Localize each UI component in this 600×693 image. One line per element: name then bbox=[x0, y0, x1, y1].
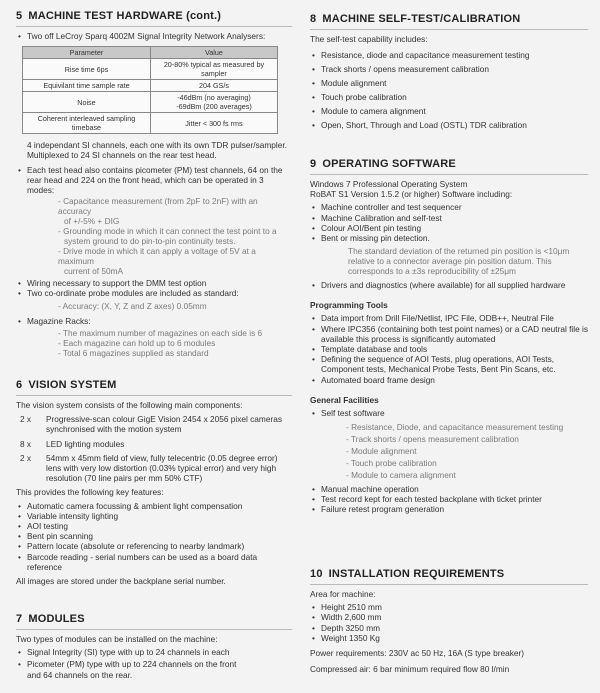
components-list bbox=[16, 414, 292, 483]
note-line: corresponds to a ±3s reproducibility of ±25μm bbox=[348, 266, 516, 277]
text-line: • Each test head also contains picometer (PM) test channels, 64 on the bbox=[27, 164, 283, 175]
sub-item: - Drive mode in which it can apply a voltage of 5V at a maximum bbox=[58, 246, 256, 267]
section-8-title bbox=[310, 13, 588, 25]
list-item: • Width 2,600 mm bbox=[310, 612, 588, 622]
table-cell: Noise bbox=[23, 92, 151, 113]
table-row bbox=[23, 113, 278, 134]
section-title-text: MACHINE TEST HARDWARE (cont.) bbox=[28, 10, 222, 22]
programming-tools-heading: Programming Tools bbox=[310, 300, 388, 311]
programming-tools-list bbox=[310, 313, 588, 384]
list-item: • Test record kept for each tested backplane with ticket printer bbox=[310, 494, 588, 504]
sub-item: - Track shorts / opens measurement calibration bbox=[346, 434, 519, 445]
pin-note bbox=[310, 246, 588, 276]
list-item: • Open, Short, Through and Load (OSTL) TDR calibration bbox=[310, 118, 588, 132]
dimensions-list bbox=[310, 602, 588, 643]
features-list bbox=[16, 501, 292, 572]
text-line: • Defining the sequence of AOI Tests, plug operations, AOI Tests, bbox=[321, 354, 555, 365]
table-cell: 204 GS/s bbox=[150, 80, 277, 92]
table-row bbox=[23, 59, 278, 80]
text-line: • Picometer (PM) type with up to 224 channels on the front bbox=[27, 659, 237, 670]
section-divider bbox=[310, 584, 588, 585]
section-divider bbox=[310, 174, 588, 175]
racks-list bbox=[16, 328, 292, 358]
list-item: • Magazine Racks: bbox=[16, 316, 292, 326]
text-line: 54mm x 45mm field of view, fully telecentric (0.05 degree error) bbox=[46, 452, 278, 463]
list-item: • Self test software bbox=[310, 408, 588, 418]
section-title-text: MACHINE SELF-TEST/CALIBRATION bbox=[322, 13, 521, 25]
list-item: • Barcode reading - serial numbers can be used as a board data reference bbox=[16, 552, 292, 572]
general-facilities-list-2 bbox=[310, 484, 588, 515]
section-number: 8 bbox=[310, 13, 317, 25]
section-6-title bbox=[16, 379, 292, 391]
sub-item: - Capacitance measurement (from 2pF to 2nF) with an accuracy bbox=[58, 196, 258, 217]
sub-item: of +/-5% + DIG bbox=[64, 216, 120, 227]
list-item: • Drivers and diagnostics (where available) for all supplied hardware bbox=[310, 280, 588, 290]
cell-line: -69dBm (200 averages) bbox=[176, 102, 252, 112]
sub-item: - Accuracy: (X, Y, Z and Z axes) 0.05mm bbox=[58, 300, 207, 311]
list-item: • Variable intensity lighting bbox=[16, 511, 292, 521]
note-line: The standard deviation of the returned pin position is <10μm bbox=[348, 246, 570, 257]
component-row bbox=[16, 453, 292, 484]
section-divider bbox=[16, 26, 292, 27]
section-10 bbox=[310, 568, 588, 674]
text-line: 4 independant SI channels, each one with its own TDR pulser/sampler. bbox=[27, 140, 287, 151]
list-item: • Touch probe calibration bbox=[310, 90, 588, 104]
list-item: • Machine controller and test sequencer bbox=[310, 202, 588, 212]
list-item bbox=[310, 354, 588, 374]
air-text: Compressed air: 6 bar minimum required flow 80 l/min bbox=[310, 664, 510, 675]
cell-line: -46dBm (no averaging) bbox=[177, 93, 251, 103]
general-facilities-heading: General Facilities bbox=[310, 394, 379, 405]
list-item: • Two co-ordinate probe modules are included as standard: bbox=[16, 288, 292, 298]
section-7 bbox=[16, 613, 292, 680]
self-test-subs bbox=[310, 421, 588, 481]
table-cell bbox=[150, 92, 277, 113]
section-8 bbox=[310, 13, 588, 132]
section-divider bbox=[16, 629, 292, 630]
section-number: 9 bbox=[310, 158, 317, 170]
component-row bbox=[16, 439, 292, 449]
list-item bbox=[310, 375, 588, 385]
quantity: 8 x bbox=[20, 438, 32, 449]
list-item: • Resistance, diode and capacitance measurement testing bbox=[310, 48, 588, 62]
column-header: Parameter bbox=[23, 47, 151, 59]
section-number: 10 bbox=[310, 568, 323, 580]
section-number: 7 bbox=[16, 613, 23, 625]
list-item: • Track shorts / opens measurement calibration bbox=[310, 62, 588, 76]
list-item: • Failure retest program generation bbox=[310, 504, 588, 514]
software-list bbox=[310, 202, 588, 243]
list-item bbox=[16, 165, 292, 196]
intro-line: Windows 7 Professional Operating System bbox=[310, 179, 468, 189]
intro-line: RoBAT S1 Version 1.5.2 (or higher) Software including: bbox=[310, 189, 513, 200]
list-item: • Automatic camera focussing & ambient light compensation bbox=[16, 501, 292, 511]
text-line: • Where IPC356 (containing both test point names) or a CAD neutral file is bbox=[321, 323, 589, 334]
intro-text: The vision system consists of the following main components: bbox=[16, 400, 243, 410]
table-header-row bbox=[23, 47, 278, 59]
list-item: • Weight 1350 Kg bbox=[310, 633, 588, 643]
table-cell: Rise time 6ps bbox=[23, 59, 151, 80]
section-9-title bbox=[310, 158, 588, 170]
bullet-list bbox=[16, 316, 292, 326]
sub-item: - Module to camera alignment bbox=[346, 470, 456, 481]
list-item: • Height 2510 mm bbox=[310, 602, 588, 612]
section-9 bbox=[310, 158, 588, 515]
outro-text: All images are stored under the backplane serial number. bbox=[16, 576, 226, 587]
list-item: • Bent or missing pin detection. bbox=[310, 233, 588, 243]
intro-text: Two types of modules can be installed on the machine: bbox=[16, 634, 218, 644]
list-item: • Pattern locate (absolute or referencing to nearby landmark) bbox=[16, 541, 292, 551]
sub-item: - Grounding mode in which it can connect the test point to a bbox=[58, 226, 277, 237]
text-line: Component tests, Mechanical Probe Tests, Bent Pin Scans, etc. bbox=[321, 364, 556, 375]
sub-item: current of 50mA bbox=[64, 266, 124, 277]
text-line: • Template database and tools bbox=[321, 344, 428, 355]
component-row bbox=[16, 414, 292, 434]
sub-item: - Touch probe calibration bbox=[346, 458, 437, 469]
list-item: • Manual machine operation bbox=[310, 484, 588, 494]
quantity: 2 x bbox=[20, 452, 32, 463]
text-line: synchronised with the motion system bbox=[46, 424, 182, 435]
text-line: • Automated board frame design bbox=[321, 374, 435, 385]
text-line: Multiplexed to 24 SI channels on the rear test head. bbox=[27, 150, 217, 161]
section-title-text: VISION SYSTEM bbox=[28, 379, 117, 391]
modes-list bbox=[16, 196, 292, 276]
section-title-text: MODULES bbox=[28, 613, 85, 625]
table-cell: Jitter < 300 fs rms bbox=[150, 113, 277, 134]
list-item bbox=[16, 647, 292, 657]
text-line: • Data import from Drill File/Netlist, IPC File, ODB++, Neutral File bbox=[321, 313, 554, 324]
intro-list bbox=[16, 31, 292, 41]
section-5 bbox=[16, 10, 292, 358]
section-title-text: INSTALLATION REQUIREMENTS bbox=[328, 568, 505, 580]
bullet-list bbox=[16, 278, 292, 298]
component-desc bbox=[46, 439, 292, 449]
features-intro: This provides the following key features: bbox=[16, 487, 164, 498]
text-line: • Signal Integrity (SI) type with up to 24 channels in each bbox=[27, 647, 230, 658]
list-item: • AOI testing bbox=[16, 521, 292, 531]
text-line: Progressive-scan colour GigE Vision 2454 x 2056 pixel cameras bbox=[46, 414, 282, 425]
column-header: Value bbox=[150, 47, 277, 59]
text-line: LED lighting modules bbox=[46, 438, 125, 449]
sub-item: - Resistance, Diode, and capacitance measurement testing bbox=[346, 422, 564, 433]
list-item bbox=[310, 324, 588, 344]
area-label: Area for machine: bbox=[310, 589, 376, 599]
spec-table bbox=[22, 46, 278, 134]
list-item: • Module to camera alignment bbox=[310, 104, 588, 118]
table-cell: Equivilant time sample rate bbox=[23, 80, 151, 92]
sub-item: - Each magazine can hold up to 6 modules bbox=[58, 337, 216, 348]
table-row bbox=[23, 92, 278, 113]
table-row bbox=[23, 80, 278, 92]
quantity: 2 x bbox=[20, 414, 32, 425]
section-7-title bbox=[16, 613, 292, 625]
text-line: resolution (70 line pairs per mm 50% CTF) bbox=[46, 473, 203, 484]
bullet-list bbox=[16, 165, 292, 196]
section-divider bbox=[310, 29, 588, 30]
section-title-text: OPERATING SOFTWARE bbox=[322, 158, 456, 170]
general-facilities-list bbox=[310, 408, 588, 418]
list-item bbox=[16, 659, 292, 679]
list-item: • Module alignment bbox=[310, 76, 588, 90]
power-text: Power requirements: 230V ac 50 Hz, 16A (S type breaker) bbox=[310, 648, 524, 659]
sub-item: - Total 6 magazines supplied as standard bbox=[58, 347, 209, 358]
paragraph bbox=[16, 140, 292, 160]
table-cell: 20-80% typical as measured by sampler bbox=[150, 59, 277, 80]
text-line: available this process is significantly automated bbox=[321, 333, 496, 344]
list-item: • Bent pin scanning bbox=[16, 531, 292, 541]
text-line: lens with very low distortion (0.03% typical error) and very high bbox=[46, 463, 277, 474]
sub-item: - The maximum number of magazines on each side is 6 bbox=[58, 327, 263, 338]
intro-text: The self-test capability includes: bbox=[310, 34, 428, 44]
table-cell: Coherent interleaved sampling timebase bbox=[23, 113, 151, 134]
list-item: • Wiring necessary to support the DMM test option bbox=[16, 278, 292, 288]
list-item: • Depth 3250 mm bbox=[310, 623, 588, 633]
section-5-title bbox=[16, 10, 292, 22]
sub-item: system ground to do pin-to-pin continuity tests. bbox=[64, 236, 236, 247]
component-desc bbox=[46, 414, 292, 434]
note-line: relative to a connector average pin position datum. This bbox=[348, 256, 552, 267]
component-desc bbox=[46, 453, 292, 484]
text-line: rear head and 224 on the front head, which can be operated in 3 modes: bbox=[27, 174, 264, 196]
list-item bbox=[310, 313, 588, 323]
list-item: • Two off LeCroy Sparq 4002M Signal Integrity Network Analysers: bbox=[16, 31, 292, 41]
text-line: and 64 channels on the rear. bbox=[27, 669, 133, 680]
sub-item: - Module alignment bbox=[346, 446, 417, 457]
drivers-list bbox=[310, 280, 588, 290]
selftest-list bbox=[310, 48, 588, 132]
list-item bbox=[310, 344, 588, 354]
section-divider bbox=[16, 395, 292, 396]
section-10-title bbox=[310, 568, 588, 580]
section-number: 6 bbox=[16, 379, 23, 391]
list-item: • Colour AOI/Bent pin testing bbox=[310, 223, 588, 233]
section-6 bbox=[16, 379, 292, 586]
section-number: 5 bbox=[16, 10, 23, 22]
list-item: • Machine Calibration and self-test bbox=[310, 213, 588, 223]
modules-list bbox=[16, 647, 292, 680]
